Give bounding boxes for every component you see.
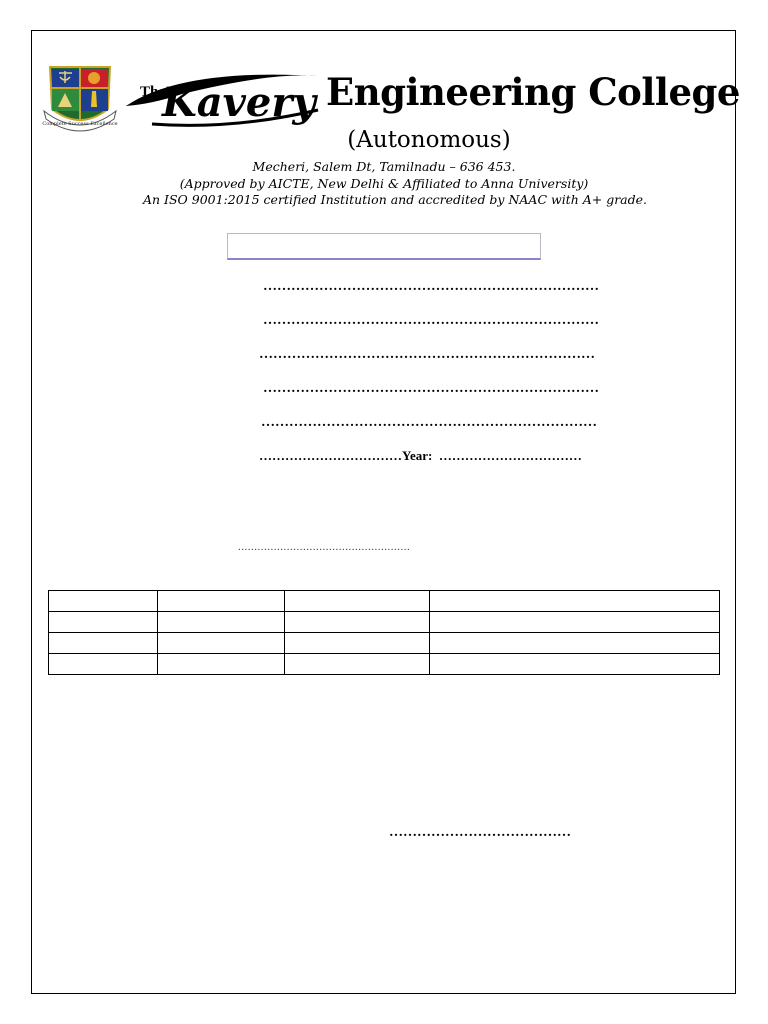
table-cell[interactable]	[49, 591, 158, 612]
approval-line: (Approved by AICTE, New Delhi & Affiliated to Anna University)	[179, 176, 589, 191]
table-cell[interactable]	[284, 633, 430, 654]
table-row	[49, 633, 720, 654]
crest-motto: Complete Success Excellence	[42, 121, 118, 127]
small-fill-line[interactable]: .....................................................	[238, 541, 411, 553]
table-cell[interactable]	[157, 654, 284, 675]
table-cell[interactable]	[157, 591, 284, 612]
table-row	[49, 654, 720, 675]
table-cell[interactable]	[157, 612, 284, 633]
fill-line-4[interactable]: ………………………………………………………………	[263, 381, 599, 396]
signature-line[interactable]: …………………………………	[389, 825, 571, 840]
table-row	[49, 591, 720, 612]
table-cell[interactable]	[49, 612, 158, 633]
year-label: Year:	[402, 448, 433, 463]
accreditation-line: An ISO 9001:2015 certified Institution and accredited by NAAC with A+ grade.	[142, 192, 648, 207]
table-cell[interactable]	[430, 654, 720, 675]
title-input-box[interactable]	[227, 233, 541, 260]
fill-line-5[interactable]: ………………………………………………………………	[261, 415, 597, 430]
table-cell[interactable]	[284, 612, 430, 633]
page-border	[31, 30, 736, 994]
table-cell[interactable]	[284, 591, 430, 612]
year-prefix-line[interactable]: ……………………………	[259, 448, 402, 463]
table-cell[interactable]	[157, 633, 284, 654]
table-cell[interactable]	[49, 633, 158, 654]
table-row	[49, 612, 720, 633]
college-address: Mecheri, Salem Dt, Tamilnadu – 636 453.	[252, 159, 516, 174]
fill-line-1[interactable]: ………………………………………………………………	[263, 279, 599, 294]
logo-kavery: Kavery	[162, 79, 316, 126]
college-name: Engineering College	[326, 70, 740, 114]
kavery-script-logo	[122, 66, 326, 130]
table-cell[interactable]	[49, 654, 158, 675]
table-cell[interactable]	[430, 612, 720, 633]
autonomous-label: (Autonomous)	[347, 127, 511, 153]
table-cell[interactable]	[430, 633, 720, 654]
fill-line-2[interactable]: ………………………………………………………………	[263, 313, 599, 328]
year-value-line[interactable]: ……………………………	[438, 448, 582, 463]
table-cell[interactable]	[430, 591, 720, 612]
year-row	[259, 448, 582, 464]
record-table	[48, 590, 720, 675]
table-cell[interactable]	[284, 654, 430, 675]
logo-the: The	[140, 84, 166, 100]
fill-line-3[interactable]: ………………………………………………………………	[259, 347, 595, 362]
